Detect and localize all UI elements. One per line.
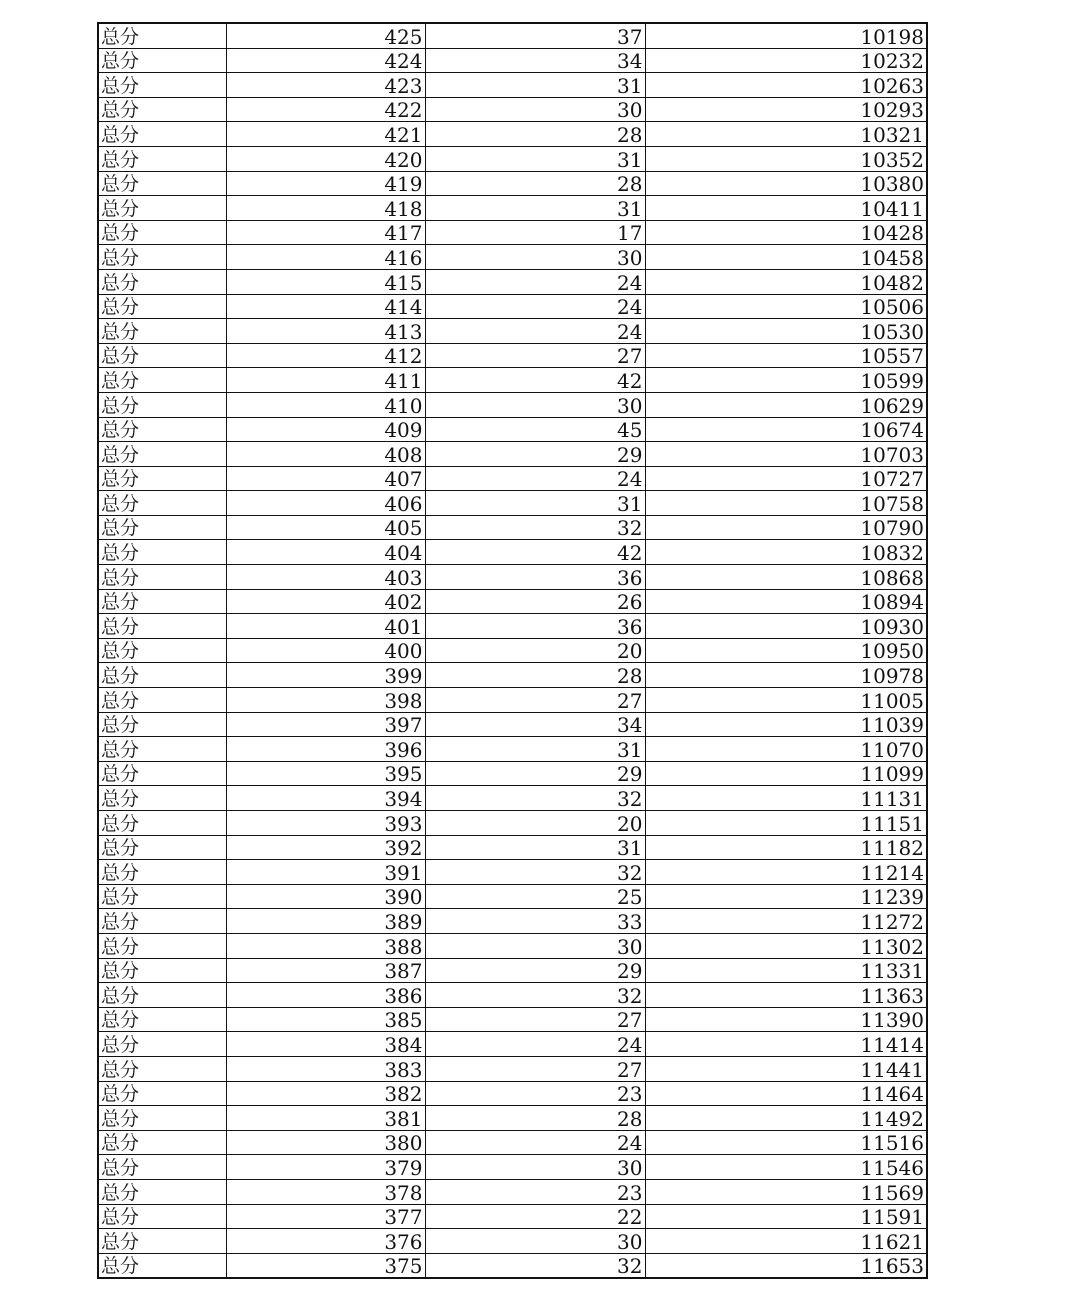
cumulative-cell: 11272 [645, 909, 927, 934]
subject-cell: 总分 [98, 737, 226, 762]
table-row [98, 786, 927, 811]
score-cell: 421 [226, 122, 425, 147]
subject-cell: 总分 [98, 909, 226, 934]
cumulative-cell: 11653 [645, 1253, 927, 1278]
count-cell: 31 [425, 146, 645, 171]
score-cell: 376 [226, 1229, 425, 1254]
cumulative-cell: 10293 [645, 97, 927, 122]
count-cell: 36 [425, 614, 645, 639]
subject-cell: 总分 [98, 1032, 226, 1057]
subject-cell: 总分 [98, 1204, 226, 1229]
cumulative-cell: 10894 [645, 589, 927, 614]
score-cell: 415 [226, 269, 425, 294]
table-row [98, 368, 927, 393]
score-cell: 424 [226, 48, 425, 73]
count-cell: 32 [425, 860, 645, 885]
table-row [98, 1032, 927, 1057]
subject-cell: 总分 [98, 983, 226, 1008]
subject-cell: 总分 [98, 761, 226, 786]
count-cell: 45 [425, 417, 645, 442]
subject-cell: 总分 [98, 1155, 226, 1180]
score-cell: 414 [226, 294, 425, 319]
score-cell: 411 [226, 368, 425, 393]
table-row [98, 589, 927, 614]
count-cell: 32 [425, 515, 645, 540]
subject-cell: 总分 [98, 417, 226, 442]
score-cell: 390 [226, 884, 425, 909]
count-cell: 29 [425, 958, 645, 983]
table-row [98, 884, 927, 909]
score-cell: 408 [226, 442, 425, 467]
table-row [98, 97, 927, 122]
subject-cell: 总分 [98, 1007, 226, 1032]
subject-cell: 总分 [98, 688, 226, 713]
score-cell: 386 [226, 983, 425, 1008]
table-row [98, 1229, 927, 1254]
table-row [98, 245, 927, 270]
score-cell: 399 [226, 663, 425, 688]
cumulative-cell: 10703 [645, 442, 927, 467]
subject-cell: 总分 [98, 540, 226, 565]
subject-cell: 总分 [98, 1130, 226, 1155]
subject-cell: 总分 [98, 466, 226, 491]
score-cell: 397 [226, 712, 425, 737]
cumulative-cell: 10950 [645, 638, 927, 663]
cumulative-cell: 11464 [645, 1081, 927, 1106]
cumulative-cell: 10530 [645, 319, 927, 344]
score-cell: 388 [226, 933, 425, 958]
cumulative-cell: 10727 [645, 466, 927, 491]
table-row [98, 638, 927, 663]
count-cell: 31 [425, 196, 645, 221]
table-row [98, 491, 927, 516]
subject-cell: 总分 [98, 663, 226, 688]
count-cell: 23 [425, 1081, 645, 1106]
subject-cell: 总分 [98, 196, 226, 221]
score-cell: 396 [226, 737, 425, 762]
count-cell: 32 [425, 983, 645, 1008]
count-cell: 34 [425, 48, 645, 73]
cumulative-cell: 10832 [645, 540, 927, 565]
cumulative-cell: 11070 [645, 737, 927, 762]
cumulative-cell: 10321 [645, 122, 927, 147]
subject-cell: 总分 [98, 1106, 226, 1131]
cumulative-cell: 10758 [645, 491, 927, 516]
cumulative-cell: 11131 [645, 786, 927, 811]
count-cell: 33 [425, 909, 645, 934]
subject-cell: 总分 [98, 1081, 226, 1106]
subject-cell: 总分 [98, 122, 226, 147]
count-cell: 28 [425, 122, 645, 147]
cumulative-cell: 10557 [645, 343, 927, 368]
subject-cell: 总分 [98, 368, 226, 393]
table-row [98, 663, 927, 688]
subject-cell: 总分 [98, 245, 226, 270]
subject-cell: 总分 [98, 712, 226, 737]
cumulative-cell: 10506 [645, 294, 927, 319]
count-cell: 20 [425, 811, 645, 836]
cumulative-cell: 11516 [645, 1130, 927, 1155]
count-cell: 24 [425, 294, 645, 319]
score-cell: 394 [226, 786, 425, 811]
table-row [98, 269, 927, 294]
table-row [98, 196, 927, 221]
table-row [98, 761, 927, 786]
count-cell: 42 [425, 368, 645, 393]
cumulative-cell: 10428 [645, 220, 927, 245]
cumulative-cell: 11331 [645, 958, 927, 983]
cumulative-cell: 10263 [645, 73, 927, 98]
cumulative-cell: 11151 [645, 811, 927, 836]
cumulative-cell: 10352 [645, 146, 927, 171]
cumulative-cell: 10411 [645, 196, 927, 221]
count-cell: 28 [425, 1106, 645, 1131]
table-row [98, 1130, 927, 1155]
score-cell: 402 [226, 589, 425, 614]
count-cell: 37 [425, 23, 645, 48]
score-cell: 425 [226, 23, 425, 48]
count-cell: 30 [425, 392, 645, 417]
score-cell: 382 [226, 1081, 425, 1106]
count-cell: 30 [425, 245, 645, 270]
score-cell: 423 [226, 73, 425, 98]
cumulative-cell: 11441 [645, 1056, 927, 1081]
table-row [98, 122, 927, 147]
cumulative-cell: 10380 [645, 171, 927, 196]
score-cell: 401 [226, 614, 425, 639]
score-cell: 381 [226, 1106, 425, 1131]
score-cell: 392 [226, 835, 425, 860]
table-row [98, 220, 927, 245]
subject-cell: 总分 [98, 958, 226, 983]
table-row [98, 540, 927, 565]
score-cell: 385 [226, 1007, 425, 1032]
count-cell: 31 [425, 835, 645, 860]
count-cell: 24 [425, 466, 645, 491]
score-cell: 398 [226, 688, 425, 713]
table-row [98, 146, 927, 171]
score-cell: 387 [226, 958, 425, 983]
table-row [98, 23, 927, 48]
score-cell: 403 [226, 565, 425, 590]
table-row [98, 1253, 927, 1278]
score-cell: 405 [226, 515, 425, 540]
subject-cell: 总分 [98, 220, 226, 245]
cumulative-cell: 10629 [645, 392, 927, 417]
table-row [98, 294, 927, 319]
subject-cell: 总分 [98, 73, 226, 98]
cumulative-cell: 10674 [645, 417, 927, 442]
cumulative-cell: 11302 [645, 933, 927, 958]
score-cell: 383 [226, 1056, 425, 1081]
count-cell: 22 [425, 1204, 645, 1229]
count-cell: 30 [425, 1155, 645, 1180]
subject-cell: 总分 [98, 565, 226, 590]
table-row [98, 909, 927, 934]
score-cell: 377 [226, 1204, 425, 1229]
score-cell: 378 [226, 1179, 425, 1204]
count-cell: 29 [425, 761, 645, 786]
subject-cell: 总分 [98, 48, 226, 73]
score-cell: 404 [226, 540, 425, 565]
cumulative-cell: 11621 [645, 1229, 927, 1254]
count-cell: 28 [425, 663, 645, 688]
score-cell: 389 [226, 909, 425, 934]
count-cell: 24 [425, 269, 645, 294]
subject-cell: 总分 [98, 835, 226, 860]
cumulative-cell: 11214 [645, 860, 927, 885]
table-row [98, 565, 927, 590]
table-row [98, 712, 927, 737]
count-cell: 17 [425, 220, 645, 245]
table-row [98, 1007, 927, 1032]
cumulative-cell: 10458 [645, 245, 927, 270]
subject-cell: 总分 [98, 811, 226, 836]
score-cell: 410 [226, 392, 425, 417]
table-row [98, 835, 927, 860]
score-cell: 391 [226, 860, 425, 885]
count-cell: 36 [425, 565, 645, 590]
subject-cell: 总分 [98, 171, 226, 196]
count-cell: 31 [425, 491, 645, 516]
table-row [98, 319, 927, 344]
cumulative-cell: 11546 [645, 1155, 927, 1180]
table-row [98, 688, 927, 713]
subject-cell: 总分 [98, 319, 226, 344]
table-row [98, 515, 927, 540]
table-row [98, 466, 927, 491]
table-row [98, 958, 927, 983]
subject-cell: 总分 [98, 97, 226, 122]
count-cell: 42 [425, 540, 645, 565]
score-cell: 375 [226, 1253, 425, 1278]
score-cell: 422 [226, 97, 425, 122]
count-cell: 30 [425, 933, 645, 958]
cumulative-cell: 11005 [645, 688, 927, 713]
subject-cell: 总分 [98, 589, 226, 614]
table-body [98, 23, 927, 1278]
score-cell: 393 [226, 811, 425, 836]
table-row [98, 1155, 927, 1180]
score-cell: 412 [226, 343, 425, 368]
score-cell: 409 [226, 417, 425, 442]
table-row [98, 73, 927, 98]
cumulative-cell: 11591 [645, 1204, 927, 1229]
subject-cell: 总分 [98, 786, 226, 811]
cumulative-cell: 11390 [645, 1007, 927, 1032]
table-row [98, 417, 927, 442]
count-cell: 32 [425, 786, 645, 811]
subject-cell: 总分 [98, 1179, 226, 1204]
table-row [98, 933, 927, 958]
table-row [98, 1106, 927, 1131]
cumulative-cell: 11492 [645, 1106, 927, 1131]
score-cell: 384 [226, 1032, 425, 1057]
table-row [98, 860, 927, 885]
subject-cell: 总分 [98, 515, 226, 540]
count-cell: 27 [425, 343, 645, 368]
cumulative-cell: 11414 [645, 1032, 927, 1057]
score-cell: 416 [226, 245, 425, 270]
table-row [98, 48, 927, 73]
cumulative-cell: 11569 [645, 1179, 927, 1204]
count-cell: 24 [425, 319, 645, 344]
count-cell: 24 [425, 1032, 645, 1057]
subject-cell: 总分 [98, 638, 226, 663]
table-row [98, 737, 927, 762]
table-row [98, 1204, 927, 1229]
subject-cell: 总分 [98, 1253, 226, 1278]
subject-cell: 总分 [98, 491, 226, 516]
score-cell: 420 [226, 146, 425, 171]
score-distribution-table [97, 22, 928, 1279]
count-cell: 26 [425, 589, 645, 614]
subject-cell: 总分 [98, 392, 226, 417]
score-cell: 407 [226, 466, 425, 491]
count-cell: 30 [425, 1229, 645, 1254]
subject-cell: 总分 [98, 860, 226, 885]
cumulative-cell: 10232 [645, 48, 927, 73]
cumulative-cell: 10978 [645, 663, 927, 688]
count-cell: 34 [425, 712, 645, 737]
count-cell: 20 [425, 638, 645, 663]
score-cell: 400 [226, 638, 425, 663]
cumulative-cell: 11239 [645, 884, 927, 909]
table-row [98, 983, 927, 1008]
cumulative-cell: 10868 [645, 565, 927, 590]
score-cell: 379 [226, 1155, 425, 1180]
subject-cell: 总分 [98, 884, 226, 909]
count-cell: 31 [425, 73, 645, 98]
score-cell: 417 [226, 220, 425, 245]
count-cell: 30 [425, 97, 645, 122]
count-cell: 29 [425, 442, 645, 467]
table-row [98, 1179, 927, 1204]
score-cell: 418 [226, 196, 425, 221]
subject-cell: 总分 [98, 442, 226, 467]
subject-cell: 总分 [98, 294, 226, 319]
cumulative-cell: 11363 [645, 983, 927, 1008]
score-cell: 406 [226, 491, 425, 516]
subject-cell: 总分 [98, 1056, 226, 1081]
subject-cell: 总分 [98, 343, 226, 368]
score-cell: 419 [226, 171, 425, 196]
table-row [98, 614, 927, 639]
score-cell: 380 [226, 1130, 425, 1155]
cumulative-cell: 10930 [645, 614, 927, 639]
count-cell: 27 [425, 1007, 645, 1032]
count-cell: 31 [425, 737, 645, 762]
table-row [98, 442, 927, 467]
cumulative-cell: 10482 [645, 269, 927, 294]
table-row [98, 343, 927, 368]
count-cell: 24 [425, 1130, 645, 1155]
cumulative-cell: 10790 [645, 515, 927, 540]
cumulative-cell: 11039 [645, 712, 927, 737]
score-cell: 395 [226, 761, 425, 786]
count-cell: 32 [425, 1253, 645, 1278]
subject-cell: 总分 [98, 23, 226, 48]
count-cell: 27 [425, 688, 645, 713]
cumulative-cell: 11182 [645, 835, 927, 860]
score-cell: 413 [226, 319, 425, 344]
count-cell: 23 [425, 1179, 645, 1204]
subject-cell: 总分 [98, 146, 226, 171]
count-cell: 27 [425, 1056, 645, 1081]
table-row [98, 1081, 927, 1106]
cumulative-cell: 10599 [645, 368, 927, 393]
cumulative-cell: 11099 [645, 761, 927, 786]
subject-cell: 总分 [98, 269, 226, 294]
count-cell: 25 [425, 884, 645, 909]
subject-cell: 总分 [98, 933, 226, 958]
cumulative-cell: 10198 [645, 23, 927, 48]
count-cell: 28 [425, 171, 645, 196]
subject-cell: 总分 [98, 614, 226, 639]
table-row [98, 811, 927, 836]
table-row [98, 392, 927, 417]
subject-cell: 总分 [98, 1229, 226, 1254]
table-row [98, 1056, 927, 1081]
table-row [98, 171, 927, 196]
